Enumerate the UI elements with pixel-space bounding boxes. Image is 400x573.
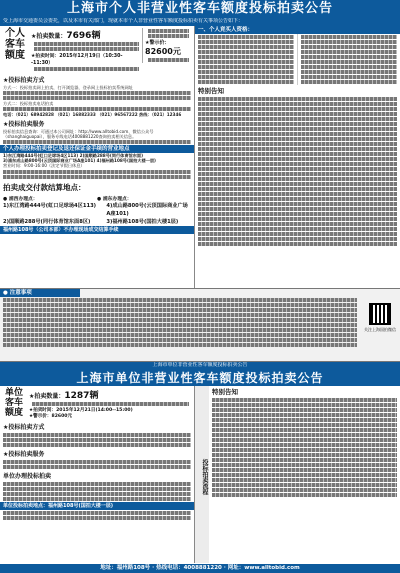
pay-heading: 拍卖成交付款结算地点：: [3, 182, 86, 192]
body-line: [3, 170, 191, 174]
body-line: [212, 463, 397, 467]
body-line: [3, 323, 357, 327]
body-line: [198, 50, 294, 54]
body-line: [198, 172, 397, 176]
price-body-line: [148, 58, 189, 62]
hours-line: 营业时间：9:00-16:00（法定节假日休息）: [3, 163, 85, 169]
site-line: 1)东江湾路444号(虹口足球场4区113) 2)国顺路288号(同行体育馆东面): [3, 153, 144, 159]
body-line: [212, 413, 397, 417]
bottom-notice-heading: 特别告知: [212, 388, 238, 396]
top-title: 上海市个人非营业性客车额度投标拍卖公告: [0, 0, 400, 18]
body-line: [3, 175, 191, 179]
unit-heading: 单位办理投标拍卖: [3, 473, 52, 480]
notice-heading: ● 注意事项: [0, 289, 80, 297]
bottom-notice: [209, 386, 400, 563]
sites-heading: 个人办理投标拍卖登记及退还保证金手续的营业地点: [0, 145, 194, 153]
body-line: [198, 97, 397, 101]
body-line: [3, 433, 191, 437]
pay-site: 1)东江湾路444号(虹口足球场4区113): [3, 202, 97, 209]
quota-count: ★拍卖数量：7696辆: [31, 31, 101, 41]
bottom-title: 上海市单位非营业性客车额度投标拍卖公告: [0, 370, 400, 386]
body-line: [3, 460, 191, 464]
notice-text: [0, 289, 360, 361]
body-line: [198, 75, 294, 79]
unit-quota-label: [2, 388, 26, 419]
footer-bar: 地址：福州路108号 · 热线电话：4008881220 · 网址：www.alltobid.com: [0, 564, 400, 573]
unit-time: ★拍卖时间：2015年12月21日(14:00--15:00): [29, 408, 133, 413]
quota-label-1: 个人: [5, 28, 25, 39]
body-line: [198, 117, 397, 121]
body-line: [198, 112, 397, 116]
quota-body-line: [34, 42, 139, 46]
body-line: [3, 343, 357, 347]
notice-band: [0, 288, 400, 362]
body-line: [198, 187, 397, 191]
body-line: [32, 402, 189, 406]
body-line: [3, 313, 357, 317]
body-line: [212, 448, 397, 452]
body-line: [3, 338, 357, 342]
unit-price: ★警示价：82600元: [29, 414, 73, 419]
body-line: [198, 212, 397, 216]
body-line: [198, 142, 397, 146]
quota-body-line: [34, 47, 139, 51]
quota-label-2: 客车: [5, 39, 25, 50]
quota-label: [2, 28, 28, 61]
body-line: [198, 40, 294, 44]
special-notice-body: [195, 97, 400, 246]
pay-site: 4)成山路800号(云顶国际商业广场A座101): [106, 202, 188, 217]
body-line: [301, 55, 398, 59]
body-line: [198, 152, 397, 156]
body-line: [3, 492, 191, 496]
unit-site: 单位投标拍卖地点：福州路108号(国拍大楼一层): [0, 502, 194, 510]
body-line: [301, 35, 398, 39]
body-line: [198, 60, 294, 64]
quota-time: ★拍卖时间：2015年12月19日（10:30--11:30）: [31, 54, 123, 66]
top-strip: 受上海市交通委员会委托，以及本市有关部门，现就本市个人非营业性客车额度投标拍卖有关事项公告如下：: [0, 18, 400, 26]
body-line: [301, 40, 398, 44]
body-line: [3, 443, 191, 447]
eligibility-heading: 一、个人竞买人资格：: [195, 26, 400, 34]
body-line: [212, 483, 397, 487]
body-line: [212, 428, 397, 432]
quota-label-3: 额度: [5, 50, 25, 61]
body-line: [198, 177, 397, 181]
body-line: [198, 197, 397, 201]
unit-quota-block: [0, 386, 194, 421]
body-line: [3, 487, 191, 491]
body-line: [212, 453, 397, 457]
qr-caption: 关注上海国拍微信: [364, 327, 396, 332]
quota-body-line: [34, 67, 139, 71]
body-line: [198, 207, 397, 211]
body-line: [198, 162, 397, 166]
pay-site: 2)国顺路288号(同行体育馆东面8区): [3, 218, 91, 225]
unit-quota-details: ★拍卖数量：1287辆 ★拍卖时间：2015年12月21日(14:00--15:00) ★警示价：82600元: [26, 388, 192, 419]
quota-details: [28, 28, 142, 72]
body-line: [3, 318, 357, 322]
body-line: [198, 157, 397, 161]
body-line: [212, 418, 397, 422]
body-line: [212, 493, 397, 497]
body-line: [301, 45, 398, 49]
body-line: [3, 497, 191, 501]
body-line: [3, 91, 191, 95]
service-line: 投标拍卖信息查询：可通过本公司网址：http://www.alltobid.com、微信公众号（shanghaiguopai），服务专线电话4008881220查询拍卖相关信息。: [3, 128, 154, 139]
body-line: [198, 137, 397, 141]
body-line: [3, 303, 357, 307]
price-body-line: [148, 34, 189, 38]
body-line: [198, 192, 397, 196]
bottom-left-column: [0, 386, 195, 563]
body-line: [3, 516, 191, 520]
body-line: [198, 70, 294, 74]
body-line: [3, 482, 191, 486]
unit-quota-label-1: 单位: [4, 388, 23, 398]
body-line: [212, 398, 397, 402]
body-line: [212, 478, 397, 482]
bottom-right-column: [195, 386, 400, 563]
body-line: [3, 511, 191, 515]
warning-price: ★警示价：82600元: [142, 28, 192, 63]
bottom-bar: 上海市单位非营业性客车额度投标拍卖公告: [0, 362, 400, 370]
body-line: [198, 45, 294, 49]
body-line: [198, 217, 397, 221]
body-line: [3, 438, 191, 442]
right-subcol: [298, 34, 400, 85]
body-line: [301, 80, 398, 84]
body-line: [301, 50, 398, 54]
body-line: [301, 65, 398, 69]
body-line: [212, 403, 397, 407]
body-line: [212, 423, 397, 427]
method-heading: ★投标拍卖方式: [3, 77, 45, 84]
right-text-block: [195, 34, 400, 85]
qr-block: [360, 289, 400, 361]
body-line: [198, 55, 294, 59]
body-line: [198, 35, 294, 39]
body-line: [301, 70, 398, 74]
pay-sites: [0, 195, 194, 202]
body-line: [3, 140, 191, 144]
body-line: [198, 122, 397, 126]
method-line: 方式一：投标拍卖网上拍卖，打开浏览器，登录网上投标拍卖系统网址: [3, 85, 133, 90]
body-line: [198, 147, 397, 151]
body-line: [198, 167, 397, 171]
body-line: [3, 298, 357, 302]
body-line: [3, 107, 191, 111]
method-line: 方式二：投标拍卖电话拍卖: [3, 101, 54, 107]
body-line: [212, 438, 397, 442]
body-line: [198, 227, 397, 231]
body-line: [212, 458, 397, 462]
pay-puxi: ● 浦西办理点：: [3, 196, 38, 202]
service-heading: ★投标拍卖服务: [3, 120, 45, 128]
qr-code-icon[interactable]: [369, 303, 391, 325]
body-line: [198, 232, 397, 236]
right-column: [195, 26, 400, 288]
quota-block: [0, 26, 194, 74]
body-line: [198, 132, 397, 136]
special-notice-heading: 特别告知: [198, 87, 224, 95]
body-line: [212, 433, 397, 437]
unit-heading: ★投标拍卖服务: [3, 451, 45, 458]
body-line: [212, 488, 397, 492]
body-line: [198, 107, 397, 111]
unit-heading: ★投标拍卖方式: [3, 424, 45, 431]
body-line: [198, 65, 294, 69]
body-line: [212, 468, 397, 472]
body-line: [212, 408, 397, 412]
method-line: 电话：（021）68942828 （021）16882333 （021）96567222 热线：（021）12346: [3, 112, 182, 118]
right-subcol: [195, 34, 298, 85]
body-line: [198, 182, 397, 186]
body-line: [198, 80, 294, 84]
body-line: [198, 127, 397, 131]
left-column: [0, 26, 195, 288]
price-body-line: [148, 29, 189, 33]
pay-site-list: [0, 202, 194, 226]
body-line: [198, 202, 397, 206]
body-line: [3, 328, 357, 332]
site-line: 3)浦东成山路800号(云顶国际商业广场A座101) 4)福州路108号(国拍大楼一层): [3, 158, 156, 164]
body-line: [212, 473, 397, 477]
body-line: [301, 60, 398, 64]
body-line: [198, 242, 397, 246]
fuzhou-note: 福州路108号（公司本部）不办理现场成交结算手续: [0, 226, 194, 234]
pay-pudong: ● 浦东办理点：: [97, 196, 132, 202]
body-line: [198, 102, 397, 106]
body-line: [212, 443, 397, 447]
unit-quota-label-2: 客车: [4, 398, 23, 408]
unit-quota-label-3: 额度: [4, 408, 23, 418]
body-line: [3, 308, 357, 312]
body-line: [3, 465, 191, 469]
body-line: [3, 96, 191, 100]
body-line: [198, 222, 397, 226]
flow-label: 投标拍卖流程: [195, 386, 209, 563]
pay-site: 3)福州路108号(国拍大楼1层): [106, 218, 179, 225]
body-line: [198, 237, 397, 241]
body-line: [3, 333, 357, 337]
body-line: [301, 75, 398, 79]
